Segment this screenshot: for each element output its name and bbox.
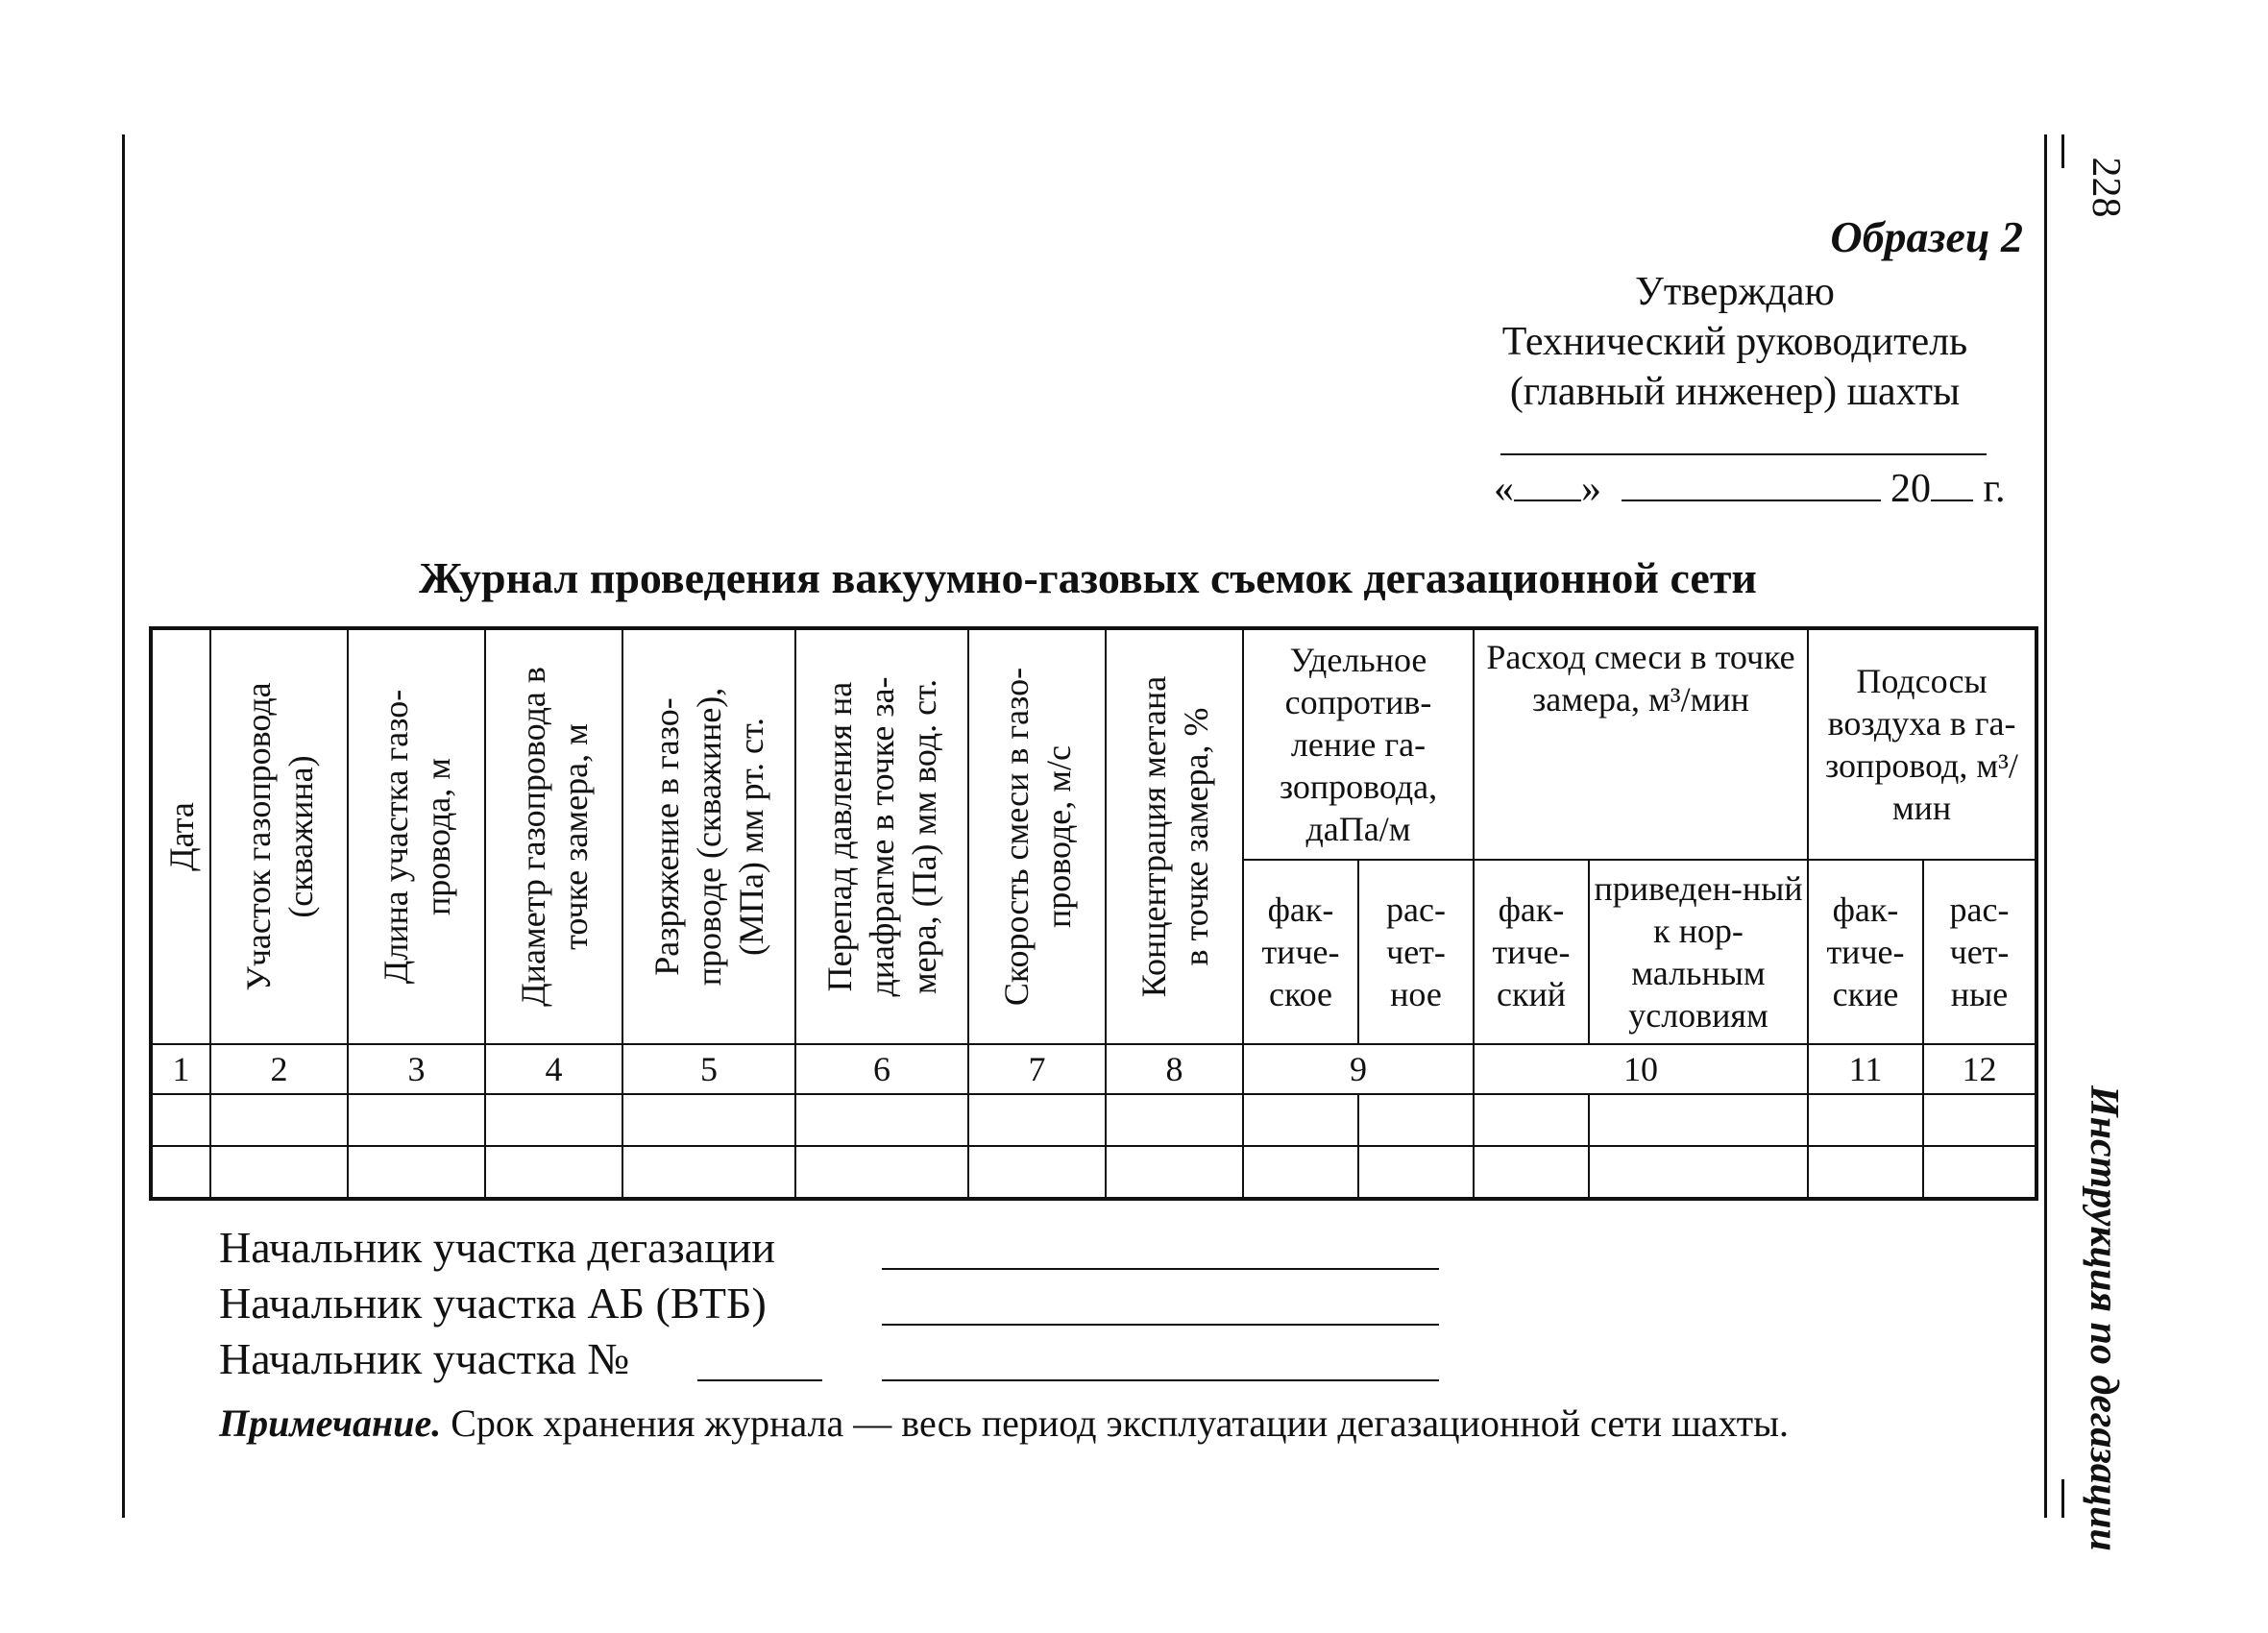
table-cell[interactable] bbox=[1358, 1146, 1474, 1199]
table-cell[interactable] bbox=[1243, 1094, 1358, 1146]
column-number: 10 bbox=[1474, 1044, 1808, 1094]
approval-signature-line bbox=[1500, 453, 1987, 455]
sub-header-res-actual: фак-тиче-ское bbox=[1243, 860, 1358, 1044]
column-number: 3 bbox=[348, 1044, 485, 1094]
table-cell[interactable] bbox=[348, 1094, 485, 1146]
table-cell[interactable] bbox=[1923, 1146, 2036, 1199]
column-number: 5 bbox=[622, 1044, 795, 1094]
col-header-date: Дата bbox=[151, 628, 210, 1044]
side-rule-top bbox=[2061, 134, 2064, 168]
section-number-line[interactable] bbox=[697, 1379, 822, 1381]
table-cell[interactable] bbox=[151, 1094, 210, 1146]
table-row bbox=[151, 1094, 2036, 1146]
table-cell[interactable] bbox=[1589, 1094, 1808, 1146]
approval-line: Утверждаю bbox=[1635, 270, 1835, 314]
sub-header-leak-actual: фак-тиче-ские bbox=[1808, 860, 1923, 1044]
table-cell[interactable] bbox=[210, 1146, 348, 1199]
approval-block bbox=[1447, 267, 2023, 417]
table-cell[interactable] bbox=[1106, 1094, 1243, 1146]
signature-label: Начальник участка дегазации bbox=[219, 1223, 775, 1272]
note bbox=[219, 1401, 1789, 1446]
page-number: 228 bbox=[2084, 157, 2128, 218]
group-header-flow: Расход смеси в точке замера, м³/мин bbox=[1474, 628, 1808, 860]
signature-row bbox=[219, 1276, 775, 1331]
approval-line: Технический руководитель bbox=[1501, 320, 1968, 364]
col-header-velocity: Скорость смеси в газо- проводе, м/с bbox=[968, 628, 1106, 1044]
column-number: 8 bbox=[1106, 1044, 1243, 1094]
column-number: 9 bbox=[1243, 1044, 1474, 1094]
right-margin-rule bbox=[2044, 134, 2047, 1518]
table-cell[interactable] bbox=[622, 1146, 795, 1199]
table-cell[interactable] bbox=[485, 1146, 622, 1199]
table-cell[interactable] bbox=[795, 1094, 968, 1146]
approval-line: (главный инженер) шахты bbox=[1509, 370, 1961, 414]
col-header-diameter: Диаметр газопровода в точке замера, м bbox=[485, 628, 622, 1044]
side-rule-bottom bbox=[2061, 1479, 2064, 1518]
table-cell[interactable] bbox=[485, 1094, 622, 1146]
table-cell[interactable] bbox=[1106, 1146, 1243, 1199]
sub-header-flow-actual: фак-тиче-ский bbox=[1474, 860, 1589, 1044]
signature-row bbox=[219, 1220, 775, 1276]
col-header-pressure-drop: Перепад давления на диафрагме в точке за- мера, (Па) мм вод. ст. bbox=[795, 628, 968, 1044]
running-title: Инструкция по дегазации bbox=[2082, 1085, 2126, 1551]
journal-title: Журнал проведения вакуумно-газовых съемок дегазационной сети bbox=[419, 553, 1757, 602]
table-cell[interactable] bbox=[1923, 1094, 2036, 1146]
sub-header-flow-normal: приведен-ный к нор-мальным условиям bbox=[1589, 860, 1808, 1044]
col-header-length: Длина участка газо- провода, м bbox=[348, 628, 485, 1044]
table-cell[interactable] bbox=[968, 1094, 1106, 1146]
signature-line[interactable] bbox=[882, 1268, 1439, 1270]
table-cell[interactable] bbox=[1358, 1094, 1474, 1146]
col-header-vacuum: Разряжение в газо- проводе (скважине), (МПа) мм рт. ст. bbox=[622, 628, 795, 1044]
sub-header-res-calc: рас-чет-ное bbox=[1358, 860, 1474, 1044]
col-header-segment: Участок газопровода (скважина) bbox=[210, 628, 348, 1044]
column-number: 7 bbox=[968, 1044, 1106, 1094]
signature-line[interactable] bbox=[882, 1379, 1439, 1381]
sub-header-leak-calc: рас-чет-ные bbox=[1923, 860, 2036, 1044]
col-header-methane: Концентрация метана в точке замера, % bbox=[1106, 628, 1243, 1044]
journal-table bbox=[149, 626, 2038, 1201]
column-number: 1 bbox=[151, 1044, 210, 1094]
column-number: 12 bbox=[1923, 1044, 2036, 1094]
signature-label: Начальник участка № bbox=[219, 1334, 630, 1383]
signature-row bbox=[219, 1331, 775, 1387]
group-header-leak: Подсосы воздуха в га-зопровод, м³/мин bbox=[1808, 628, 2036, 860]
column-numbers-row bbox=[151, 1044, 2036, 1094]
table-cell[interactable] bbox=[622, 1094, 795, 1146]
note-text: Срок хранения журнала — весь период эксплуатации дегазационной сети шахты. bbox=[441, 1401, 1789, 1445]
table-cell[interactable] bbox=[795, 1146, 968, 1199]
signature-block bbox=[219, 1220, 775, 1387]
table-cell[interactable] bbox=[1808, 1146, 1923, 1199]
table-cell[interactable] bbox=[1589, 1146, 1808, 1199]
column-number: 2 bbox=[210, 1044, 348, 1094]
sample-label: Образец 2 bbox=[1830, 212, 2023, 261]
approval-date: « » 20 г. bbox=[1494, 463, 2006, 512]
table-cell[interactable] bbox=[1243, 1146, 1358, 1199]
table-cell[interactable] bbox=[151, 1146, 210, 1199]
table-cell[interactable] bbox=[348, 1146, 485, 1199]
column-number: 6 bbox=[795, 1044, 968, 1094]
table-cell[interactable] bbox=[1474, 1146, 1589, 1199]
left-margin-rule bbox=[122, 134, 125, 1518]
group-header-resistance: Удельное сопротив-ление га-зопровода, даПа/м bbox=[1243, 628, 1474, 860]
signature-line[interactable] bbox=[882, 1324, 1439, 1326]
signature-label: Начальник участка АБ (ВТБ) bbox=[219, 1279, 767, 1328]
table-row bbox=[151, 1146, 2036, 1199]
table-cell[interactable] bbox=[1808, 1094, 1923, 1146]
note-label: Примечание. bbox=[219, 1401, 442, 1445]
column-number: 11 bbox=[1808, 1044, 1923, 1094]
table-cell[interactable] bbox=[1474, 1094, 1589, 1146]
table-cell[interactable] bbox=[968, 1146, 1106, 1199]
table-cell[interactable] bbox=[210, 1094, 348, 1146]
column-number: 4 bbox=[485, 1044, 622, 1094]
